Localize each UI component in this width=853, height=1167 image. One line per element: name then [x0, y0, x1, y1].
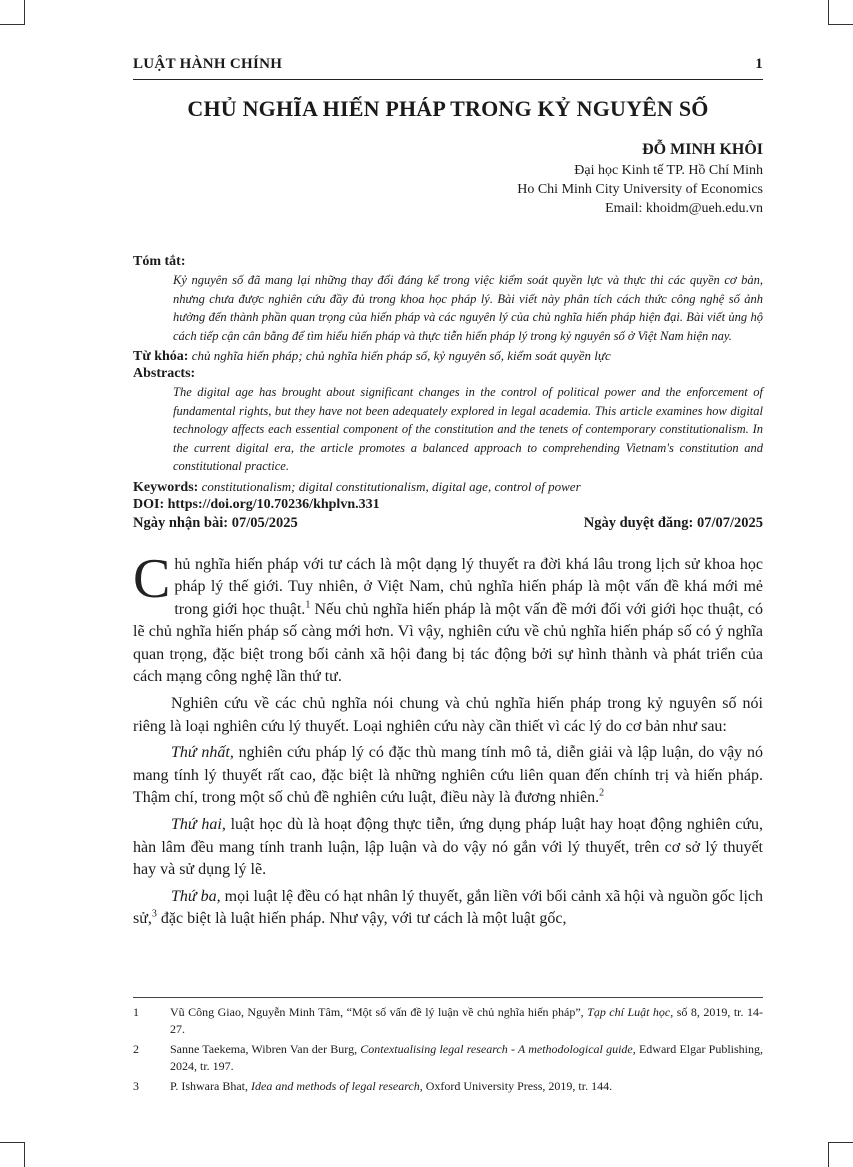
footnote-part: Sanne Taekema, Wibren Van der Burg,: [170, 1042, 361, 1056]
footnote-item: [133, 1004, 763, 1038]
body-text: luật học dù là hoạt động thực tiễn, ứng dụng pháp luật hay hoạt động nghiên cứu, hàn lâm đều mang tính tranh luận, lập luận và do vậy nó gắn với lý thuyết, trên cơ sở lý thuyết hay và sử dụng lý lẽ.: [133, 816, 763, 879]
footnote-number: 2: [133, 1042, 139, 1056]
author-affiliation-vi: Đại học Kinh tế TP. Hồ Chí Minh: [574, 163, 763, 178]
article-metadata: [133, 254, 763, 532]
doi-link[interactable]: DOI: https://doi.org/10.70236/khplvn.331: [133, 496, 380, 512]
footnotes: [133, 997, 763, 1098]
footnote-item: [133, 1078, 763, 1095]
footnote-item: [133, 1041, 763, 1075]
body-text: Nếu chủ nghĩa hiến pháp là một vấn đề mới đối với giới học thuật, có lẽ chủ nghĩa hiến pháp số càng mới hơn. Vì vậy, nghiên cứu về chủ nghĩa hiến pháp số có ý nghĩa quan trọng, đặc biệt trong bối cảnh xã hội đang bị tác động bởi sự hình thành và phát triển của cách mạng công nghệ lần thứ tư.: [133, 600, 764, 686]
running-head: [133, 56, 763, 80]
footnote-source-title: Contextualising legal research - A methodological guide: [360, 1042, 633, 1056]
enumeration-lead: Thứ hai,: [171, 816, 226, 834]
author-email[interactable]: Email: khoidm@ueh.edu.vn: [605, 201, 763, 216]
crop-mark-bottom-right: [828, 1142, 853, 1167]
footnote-source-title: Idea and methods of legal research: [251, 1079, 420, 1093]
body-paragraph-3: [133, 742, 763, 810]
footnote-text: [170, 1004, 763, 1038]
accepted-label: Ngày duyệt đăng:: [583, 514, 694, 531]
article-body: [133, 547, 764, 932]
crop-mark-top-left: [0, 0, 25, 25]
footnote-number: 3: [133, 1079, 139, 1093]
abstract-text: The digital age has brought about significant changes in the control of political power and the enforcement of fundamental rights, but they have not been adequately explored in legal academia. This article examines how digital technology affects each essential component of the constitution and the tenets of contemporary constitutionalism. In the current digital era, the article promotes a balanced approach to comprehending Vietnam's constitution and constitutional practice.: [173, 385, 763, 473]
keywords-en-label: Keywords:: [133, 479, 199, 495]
footnote-ref-2[interactable]: 2: [599, 788, 605, 800]
enumeration-lead: Thứ ba,: [171, 887, 221, 905]
footnote-part: P. Ishwara Bhat,: [170, 1079, 251, 1093]
received-value: 07/05/2025: [231, 514, 298, 531]
accepted-date: [584, 515, 763, 532]
crop-mark-bottom-left: [0, 1142, 25, 1167]
accepted-value: 07/07/2025: [696, 514, 763, 531]
keywords-vi: [133, 347, 763, 366]
footnote-source-title: Tạp chí Luật học: [587, 1005, 671, 1019]
footnote-text: [170, 1078, 763, 1095]
footnote-text: [170, 1041, 763, 1075]
author-affiliation-en: Ho Chi Minh City University of Economics: [517, 182, 763, 197]
running-head-section: LUẬT HÀNH CHÍNH: [133, 56, 283, 72]
body-text: nghiên cứu pháp lý có đặc thù mang tính mô tả, diễn giải và lập luận, do vậy nó mang tính lý thuyết rất cao, đặc biệt là những nghiên cứu liên quan đến chính trị và hiến pháp. Thậm chí, trong một số chủ đề nghiên cứu luật, điều này là đương nhiên.: [133, 744, 763, 807]
keywords-vi-text: chủ nghĩa hiến pháp; chủ nghĩa hiến pháp số, kỷ nguyên số, kiểm soát quyền lực: [191, 348, 611, 363]
received-label: Ngày nhận bài:: [133, 514, 229, 531]
drop-cap: C: [133, 547, 171, 610]
received-date: [133, 515, 298, 532]
body-text: đặc biệt là luật hiến pháp. Như vậy, với tư cách là một luật gốc,: [156, 910, 567, 928]
footnote-ref-3[interactable]: 3: [151, 909, 157, 921]
body-paragraph-2: Nghiên cứu về các chủ nghĩa nói chung và chủ nghĩa hiến pháp trong kỷ nguyên số nói riêng là loại nghiên cứu lý thuyết. Loại nghiên cứu này cần thiết vì các lý do cơ bản như sau:: [133, 695, 763, 735]
page-number: 1: [755, 56, 763, 72]
author-block: [133, 140, 763, 218]
footnote-number: 1: [133, 1005, 139, 1019]
footnote-part: , Edward Elgar Publishing, 2024, tr. 197.: [170, 1042, 763, 1073]
body-text: hủ nghĩa hiến pháp với tư cách là một dạng lý thuyết ra đời khá lâu trong lịch sử khoa học pháp lý thế giới. Tuy nhiên, ở Việt Nam, chủ nghĩa hiến pháp là một vấn đề khá mới mẻ trong giới học thuật.: [174, 555, 763, 618]
summary-text: Kỷ nguyên số đã mang lại những thay đổi đáng kể trong việc kiểm soát quyền lực và thực thi các quyền cơ bản, nhưng chưa được nghiên cứu đầy đủ trong khoa học pháp lý. Bài viết này phân tích cách thức công nghệ số ảnh hưởng đến thành phần quan trọng của hiến pháp và các nguyên lý của chủ nghĩa hiến pháp hiện đại. Bài viết ủng hộ cách tiếp cận cân bằng để tìm hiểu hiến pháp và thực tiễn hiến pháp lý trong kỷ nguyên số ở Việt Nam hiện nay.: [173, 273, 763, 343]
body-paragraph-1: [133, 547, 764, 690]
article-title: CHỦ NGHĨA HIẾN PHÁP TRONG KỶ NGUYÊN SỐ: [187, 96, 709, 121]
abstract-label: Abstracts:: [133, 366, 196, 381]
footnote-ref-1[interactable]: 1: [305, 599, 311, 611]
article-dates: [133, 515, 763, 532]
crop-mark-top-right: [828, 0, 853, 25]
body-paragraph-4: [133, 814, 763, 882]
footnote-part: , Oxford University Press, 2019, tr. 144.: [419, 1079, 613, 1093]
article-page: [133, 56, 763, 935]
keywords-en-text: constitutionalism; digital constitutionalism, digital age, control of power: [201, 478, 581, 494]
enumeration-lead: Thứ nhất,: [171, 744, 234, 762]
keywords-vi-label: Từ khóa:: [133, 349, 189, 364]
body-paragraph-5: [133, 886, 763, 931]
footnote-part: , số 8, 2019, tr. 14-27.: [170, 1005, 763, 1036]
footnote-part: Vũ Công Giao, Nguyễn Minh Tâm, “Một số vấn đề lý luận về chủ nghĩa hiến pháp”,: [170, 1005, 588, 1019]
keywords-en: [133, 478, 763, 497]
body-text: mọi luật lệ đều có hạt nhân lý thuyết, gắn liền với bối cảnh xã hội và nguồn gốc lịch sử,: [133, 887, 764, 928]
author-name: ĐỖ MINH KHÔI: [642, 141, 763, 158]
summary-label: Tóm tắt:: [133, 254, 186, 269]
